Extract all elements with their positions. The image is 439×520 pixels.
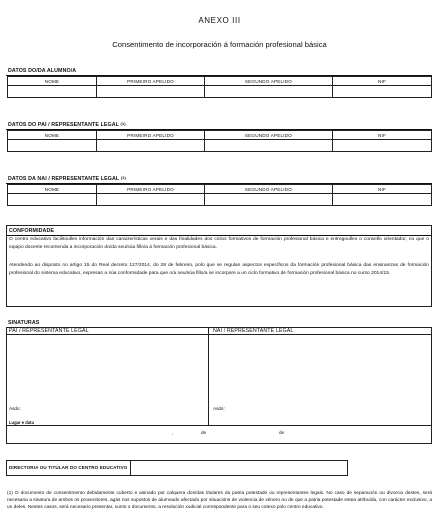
- column-header-nif: NIF: [333, 77, 432, 86]
- student-nif-field[interactable]: [333, 86, 432, 98]
- father-first-surname-field[interactable]: [97, 140, 205, 152]
- column-header-name: NOME: [8, 185, 97, 194]
- column-header-second-surname: SEGUNDO APELIDO: [205, 131, 333, 140]
- mother-signed-by-label: Asdo:: [213, 406, 225, 411]
- annex-number: ANEXO III: [198, 16, 241, 25]
- day-field[interactable]: [178, 426, 198, 443]
- date-separator-1: de: [201, 430, 207, 435]
- mother-footnote-ref: (1): [120, 175, 126, 180]
- student-section-label: DATOS DO/DA ALUMNO/A: [8, 68, 77, 74]
- mother-nif-field[interactable]: [333, 194, 432, 206]
- date-separator-2: de: [279, 430, 285, 435]
- father-section-label: [8, 122, 126, 128]
- footnote: (1) O documento de consentimento debidamente cuberto e asinado por calquera dos/das titulares da patria potestade ou representantes legais. No caso de separación ou divorcio destes, será necesaria a sinatura de ambos os proxenitores, agás nos supostos de alumnado afectado por situacións de violencia de xénero ou de que a patria potestade estea atribuída, con carácter exclusivo, a un deles. Nestes casos, será necesario presentar, xunto o documento, a resolución xudicial correspondente para o seu cotexo polo centro educativo.: [7, 491, 432, 510]
- column-header-second-surname: SEGUNDO APELIDO: [205, 77, 333, 86]
- mother-data-table: [7, 184, 432, 206]
- column-header-name: NOME: [8, 131, 97, 140]
- director-signature-field[interactable]: [131, 461, 347, 475]
- father-data-table: [7, 130, 432, 152]
- year-field[interactable]: [288, 426, 348, 443]
- column-header-second-surname: SEGUNDO APELIDO: [205, 185, 333, 194]
- column-header-name: NOME: [8, 77, 97, 86]
- director-label: DIRECTORIA OU TITULAR DO CENTRO EDUCATIVO: [9, 465, 128, 470]
- father-name-field[interactable]: [8, 140, 97, 152]
- mother-signature-area[interactable]: [210, 336, 431, 404]
- mother-second-surname-field[interactable]: [205, 194, 333, 206]
- student-first-surname-field[interactable]: [97, 86, 205, 98]
- place-field[interactable]: [6, 426, 174, 443]
- document-title: Consentimento de incorporación á formación profesional básica: [112, 40, 327, 49]
- conformity-paragraph-info: O centro educativo facilitoulles información das características xerais e das finalidades dos ciclos formativos de formación profesional básica e entregoulles o consello orientador, no que o equipo docente recomenda a incorporación do/da seu/súa fillo/a á formación profesional básica.: [9, 237, 429, 251]
- signatures-divider: [208, 327, 209, 425]
- student-second-surname-field[interactable]: [205, 86, 333, 98]
- student-name-field[interactable]: [8, 86, 97, 98]
- father-nif-field[interactable]: [333, 140, 432, 152]
- column-header-nif: NIF: [333, 131, 432, 140]
- conformity-paragraph-consent: Atendendo ao disposto no artigo 15 do Real decreto 127/2014, do 28 de febreiro, polo que se regulan aspectos específicos da formación profesional básica das ensinanzas de formación profesional do sistema educativo, expresan a súa conformidade para que o/a seu/súa fillo/a se incorpore a un ciclo formativo de formación profesional básica no curso 2014/15.: [9, 263, 429, 277]
- father-signature-label: PAI / REPRESENTANTE LEGAL: [9, 328, 89, 334]
- column-header-first-surname: PRIMEIRO APELIDO: [97, 77, 205, 86]
- conformity-section-label: CONFORMIDADE: [9, 228, 55, 234]
- column-header-first-surname: PRIMEIRO APELIDO: [97, 131, 205, 140]
- signatures-section-label: SINATURAS: [8, 320, 40, 326]
- column-header-nif: NIF: [333, 185, 432, 194]
- month-field[interactable]: [210, 426, 276, 443]
- mother-first-surname-field[interactable]: [97, 194, 205, 206]
- place-date-comma: ,: [172, 430, 174, 435]
- father-signed-by-label: Asdo:: [9, 406, 21, 411]
- mother-signature-label: NAI / REPRESENTANTE LEGAL: [213, 328, 294, 334]
- signatures-header-rule: [6, 334, 432, 335]
- mother-section-label: [8, 176, 126, 182]
- place-date-label: Lugar e data: [9, 420, 34, 425]
- mother-section-label-text: DATOS DA NAI / REPRESENTANTE LEGAL: [8, 176, 120, 182]
- student-data-table: [7, 76, 432, 98]
- mother-name-field[interactable]: [8, 194, 97, 206]
- father-second-surname-field[interactable]: [205, 140, 333, 152]
- father-section-label-text: DATOS DO PAI / REPRESENTANTE LEGAL: [8, 122, 119, 128]
- column-header-first-surname: PRIMEIRO APELIDO: [97, 185, 205, 194]
- father-signature-area[interactable]: [7, 336, 207, 404]
- father-footnote-ref: (1): [120, 121, 126, 126]
